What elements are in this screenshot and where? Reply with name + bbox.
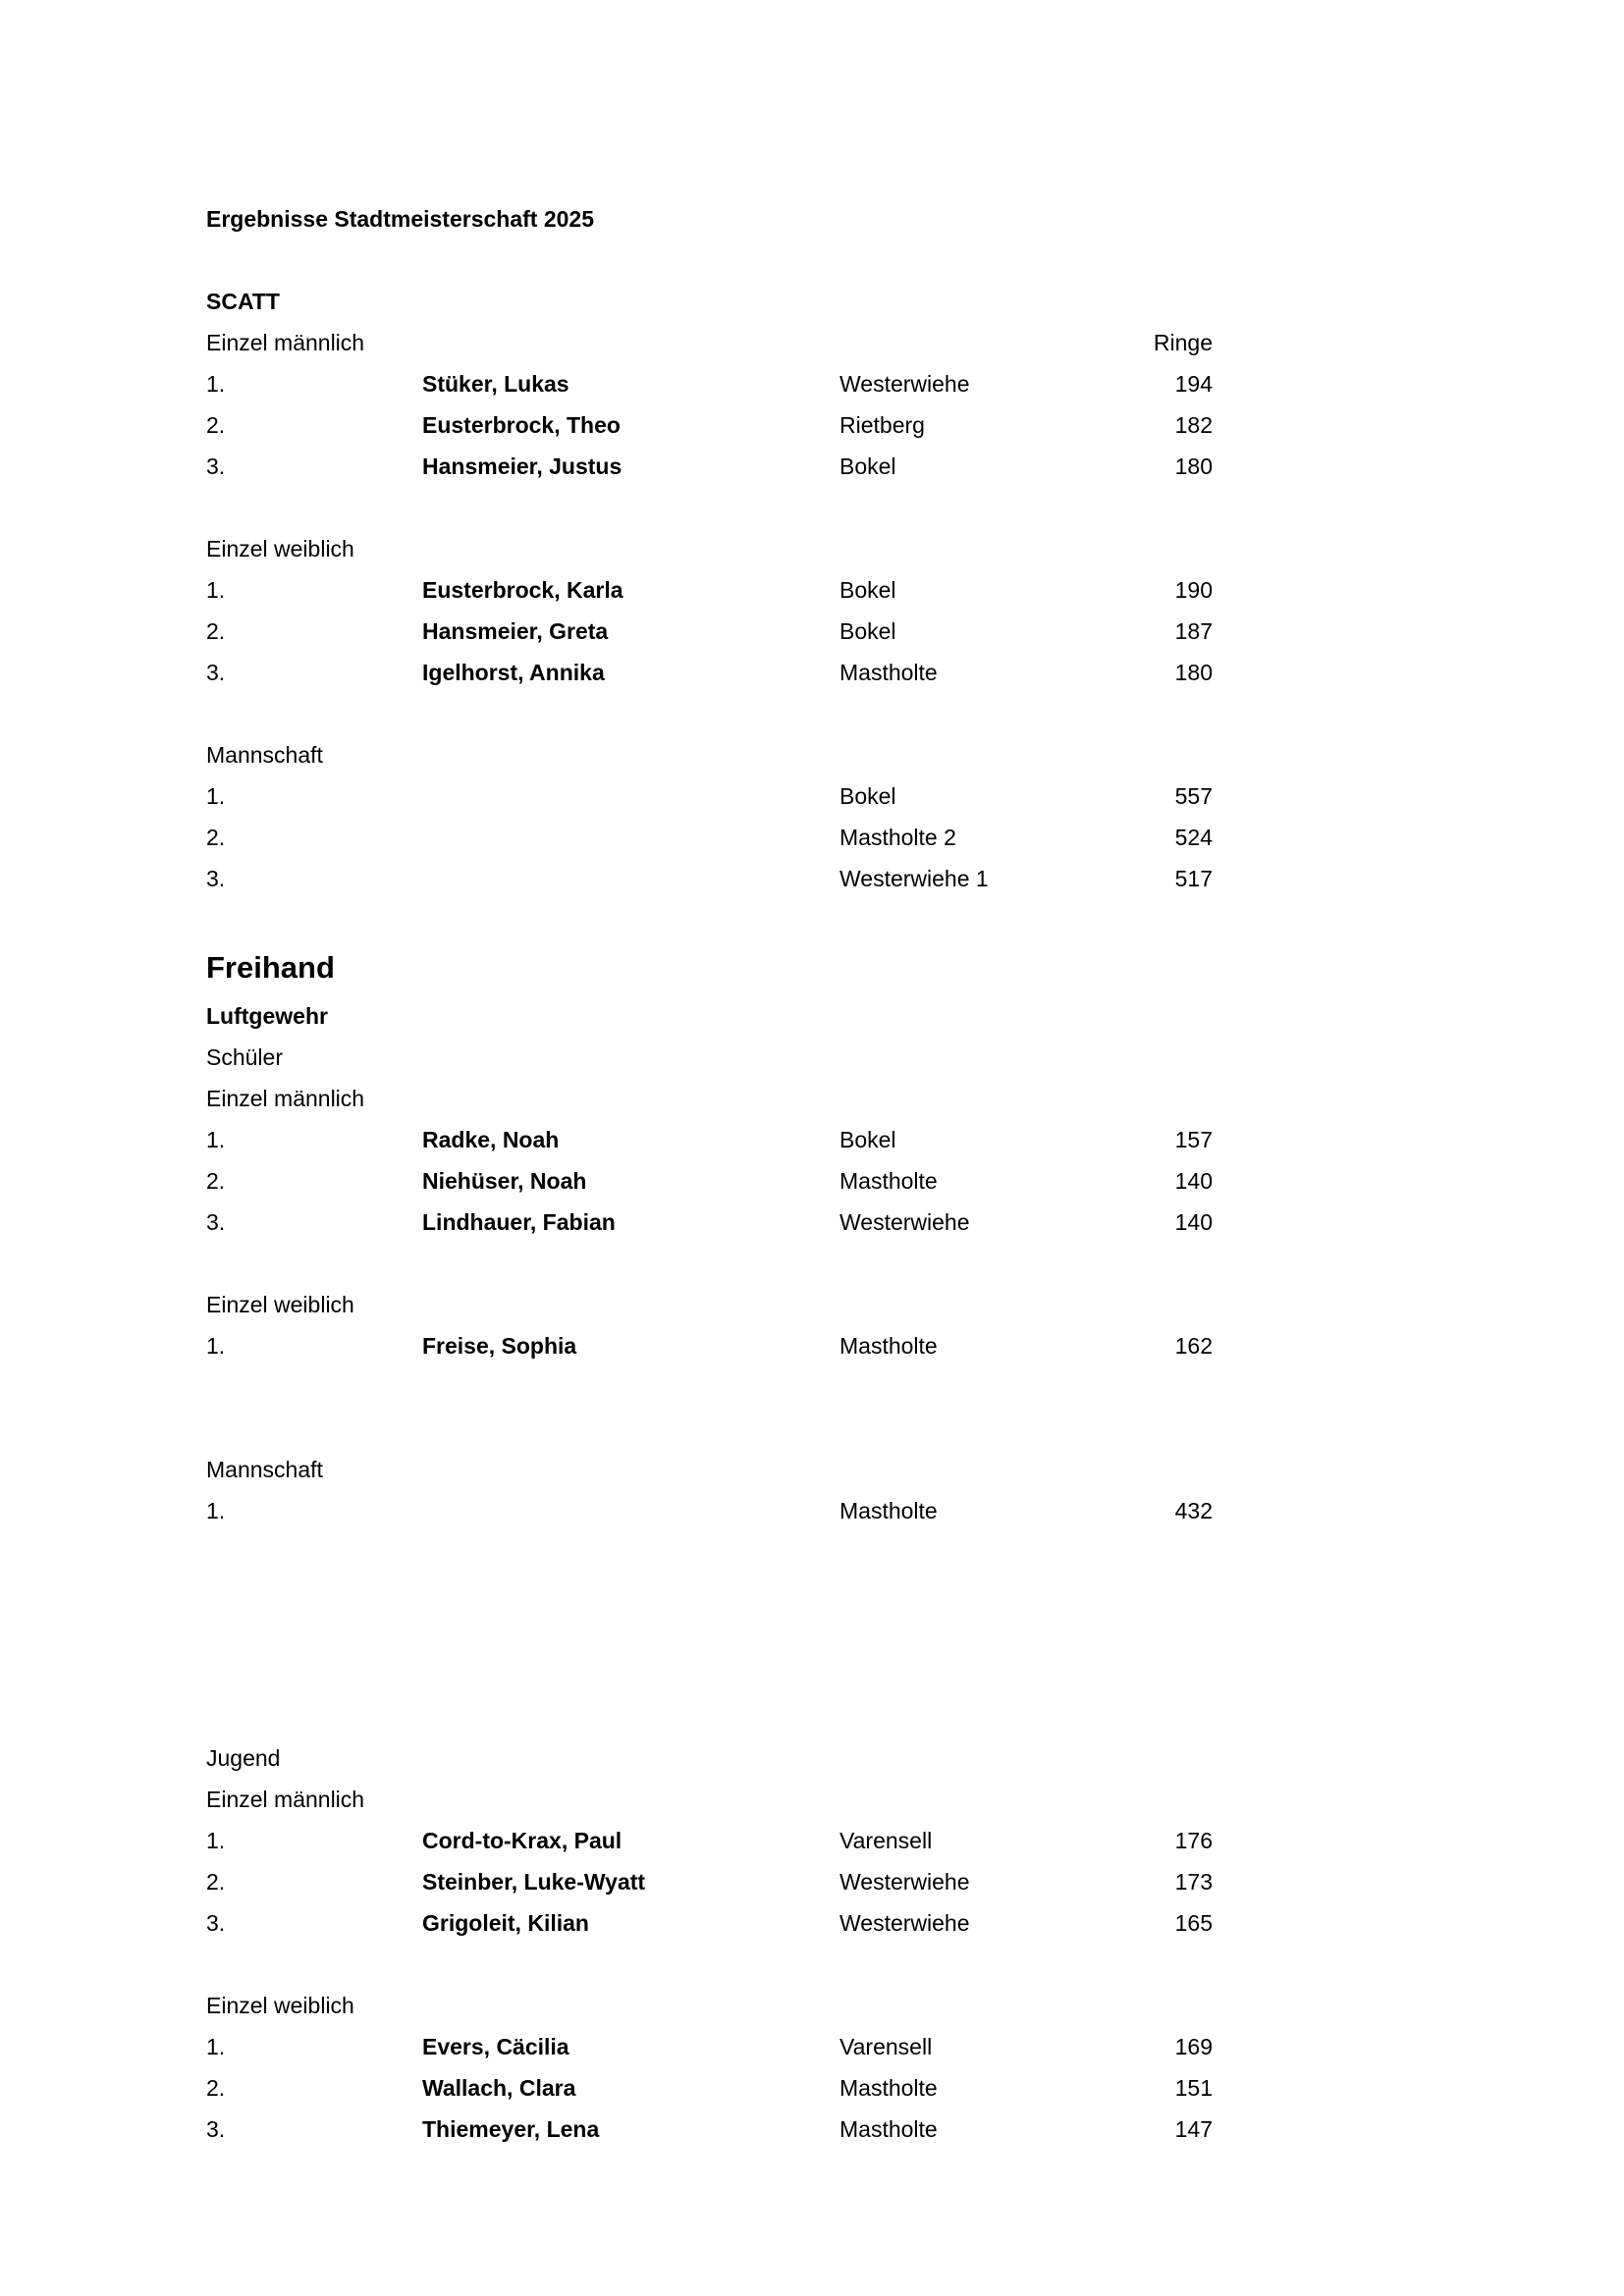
blank-line <box>206 1366 1213 1408</box>
name-cell: Steinber, Luke-Wyatt <box>422 1869 646 1895</box>
club-cell: Bokel <box>839 454 896 479</box>
section-heading: SCATT <box>206 289 280 314</box>
club-cell: Westerwiehe <box>839 371 970 397</box>
name-cell: Eusterbrock, Theo <box>422 412 621 438</box>
score-cell: 151 <box>1174 2075 1213 2101</box>
result-row <box>206 404 1213 446</box>
rank-cell: 1. <box>206 577 226 603</box>
name-cell: Lindhauer, Fabian <box>422 1209 616 1235</box>
blank-line <box>206 1655 1213 1696</box>
score-cell: 432 <box>1174 1498 1213 1523</box>
score-cell: 147 <box>1174 2116 1213 2142</box>
name-cell: Cord-to-Krax, Paul <box>422 1828 623 1853</box>
club-cell: Westerwiehe <box>839 1869 970 1895</box>
blank-line <box>206 1243 1213 1284</box>
category-label: Einzel weiblich <box>206 536 354 561</box>
result-row <box>206 611 1213 652</box>
category-header-line <box>206 322 1213 363</box>
document-title: Ergebnisse Stadtmeisterschaft 2025 <box>206 206 595 232</box>
result-row <box>206 817 1213 858</box>
name-cell: Radke, Noah <box>422 1127 560 1152</box>
rank-cell: 2. <box>206 618 226 644</box>
score-cell: 157 <box>1174 1127 1213 1152</box>
rank-cell: 2. <box>206 2075 226 2101</box>
rank-cell: 2. <box>206 825 226 850</box>
club-cell: Mastholte <box>839 2075 938 2101</box>
club-cell: Mastholte <box>839 1498 938 1523</box>
category-label: Einzel männlich <box>206 1086 365 1111</box>
blank-line <box>206 1614 1213 1655</box>
score-column-header: Ringe <box>1153 330 1213 355</box>
name-cell: Hansmeier, Greta <box>422 618 609 644</box>
rank-cell: 1. <box>206 1828 226 1853</box>
name-cell <box>422 817 839 858</box>
category-label: Einzel weiblich <box>206 1993 354 2018</box>
score-cell: 140 <box>1174 1209 1213 1235</box>
section-heading: Luftgewehr <box>206 1003 328 1029</box>
score-cell: 162 <box>1174 1333 1213 1359</box>
name-cell: Hansmeier, Justus <box>422 454 623 479</box>
club-cell: Bokel <box>839 1127 896 1152</box>
club-cell: Mastholte <box>839 1168 938 1194</box>
score-cell: 517 <box>1174 866 1213 891</box>
blank-line <box>206 1573 1213 1614</box>
club-cell: Varensell <box>839 1828 933 1853</box>
result-row <box>206 1490 1213 1531</box>
blank-line <box>206 693 1213 734</box>
document-content <box>206 198 1213 2150</box>
result-row <box>206 2109 1213 2150</box>
name-cell <box>422 775 839 817</box>
name-cell: Stüker, Lukas <box>422 371 569 397</box>
score-cell: 187 <box>1174 618 1213 644</box>
result-row <box>206 2026 1213 2067</box>
result-row <box>206 1119 1213 1160</box>
club-cell: Mastholte <box>839 1333 938 1359</box>
name-cell <box>422 1490 839 1531</box>
category-label: Einzel männlich <box>206 1787 365 1812</box>
score-cell: 176 <box>1174 1828 1213 1853</box>
name-cell: Freise, Sophia <box>422 1333 577 1359</box>
rank-cell: 2. <box>206 412 226 438</box>
score-cell: 524 <box>1174 825 1213 850</box>
name-cell: Thiemeyer, Lena <box>422 2116 600 2142</box>
club-cell: Mastholte 2 <box>839 825 956 850</box>
score-cell: 182 <box>1174 412 1213 438</box>
result-row <box>206 1820 1213 1861</box>
result-row <box>206 1325 1213 1366</box>
club-cell: Westerwiehe 1 <box>839 866 989 891</box>
result-row <box>206 775 1213 817</box>
rank-cell: 2. <box>206 1168 226 1194</box>
blank-line <box>206 1531 1213 1573</box>
result-row <box>206 858 1213 899</box>
blank-line <box>206 1696 1213 1737</box>
score-cell: 194 <box>1174 371 1213 397</box>
category-label: Einzel männlich <box>206 330 365 355</box>
rank-cell: 1. <box>206 1127 226 1152</box>
category-label: Schüler <box>206 1044 283 1070</box>
club-cell: Bokel <box>839 783 896 809</box>
club-cell: Bokel <box>839 618 896 644</box>
result-row <box>206 652 1213 693</box>
club-cell: Westerwiehe <box>839 1910 970 1936</box>
name-cell: Wallach, Clara <box>422 2075 576 2101</box>
rank-cell: 1. <box>206 1498 226 1523</box>
result-row <box>206 1902 1213 1944</box>
rank-cell: 3. <box>206 2116 226 2142</box>
result-row <box>206 363 1213 404</box>
club-cell: Rietberg <box>839 412 925 438</box>
rank-cell: 3. <box>206 660 226 685</box>
club-cell: Bokel <box>839 577 896 603</box>
score-cell: 140 <box>1174 1168 1213 1194</box>
club-cell: Mastholte <box>839 2116 938 2142</box>
rank-cell: 3. <box>206 1209 226 1235</box>
club-cell: Varensell <box>839 2034 933 2059</box>
result-row <box>206 446 1213 487</box>
name-cell: Igelhorst, Annika <box>422 660 605 685</box>
result-row <box>206 2067 1213 2109</box>
category-label: Einzel weiblich <box>206 1292 354 1317</box>
result-row <box>206 1861 1213 1902</box>
club-cell: Mastholte <box>839 660 938 685</box>
name-cell: Niehüser, Noah <box>422 1168 587 1194</box>
result-row <box>206 1201 1213 1243</box>
name-cell: Evers, Cäcilia <box>422 2034 569 2059</box>
category-label: Mannschaft <box>206 1457 323 1482</box>
score-cell: 190 <box>1174 577 1213 603</box>
blank-line <box>206 1408 1213 1449</box>
score-cell: 180 <box>1174 454 1213 479</box>
club-cell: Westerwiehe <box>839 1209 970 1235</box>
score-cell: 169 <box>1174 2034 1213 2059</box>
chapter-heading: Freihand <box>206 950 335 985</box>
result-row <box>206 569 1213 611</box>
rank-cell: 1. <box>206 783 226 809</box>
blank-line <box>206 487 1213 528</box>
name-cell: Eusterbrock, Karla <box>422 577 623 603</box>
blank-line <box>206 1944 1213 1985</box>
score-cell: 173 <box>1174 1869 1213 1895</box>
score-cell: 180 <box>1174 660 1213 685</box>
name-cell: Grigoleit, Kilian <box>422 1910 589 1936</box>
rank-cell: 2. <box>206 1869 226 1895</box>
rank-cell: 1. <box>206 2034 226 2059</box>
score-cell: 165 <box>1174 1910 1213 1936</box>
rank-cell: 3. <box>206 1910 226 1936</box>
rank-cell: 1. <box>206 1333 226 1359</box>
category-label: Jugend <box>206 1745 281 1771</box>
name-cell <box>422 858 839 899</box>
rank-cell: 3. <box>206 866 226 891</box>
score-cell: 557 <box>1174 783 1213 809</box>
category-label: Mannschaft <box>206 742 323 768</box>
rank-cell: 3. <box>206 454 226 479</box>
rank-cell: 1. <box>206 371 226 397</box>
result-row <box>206 1160 1213 1201</box>
blank-line <box>206 899 1213 940</box>
blank-line <box>206 240 1213 281</box>
